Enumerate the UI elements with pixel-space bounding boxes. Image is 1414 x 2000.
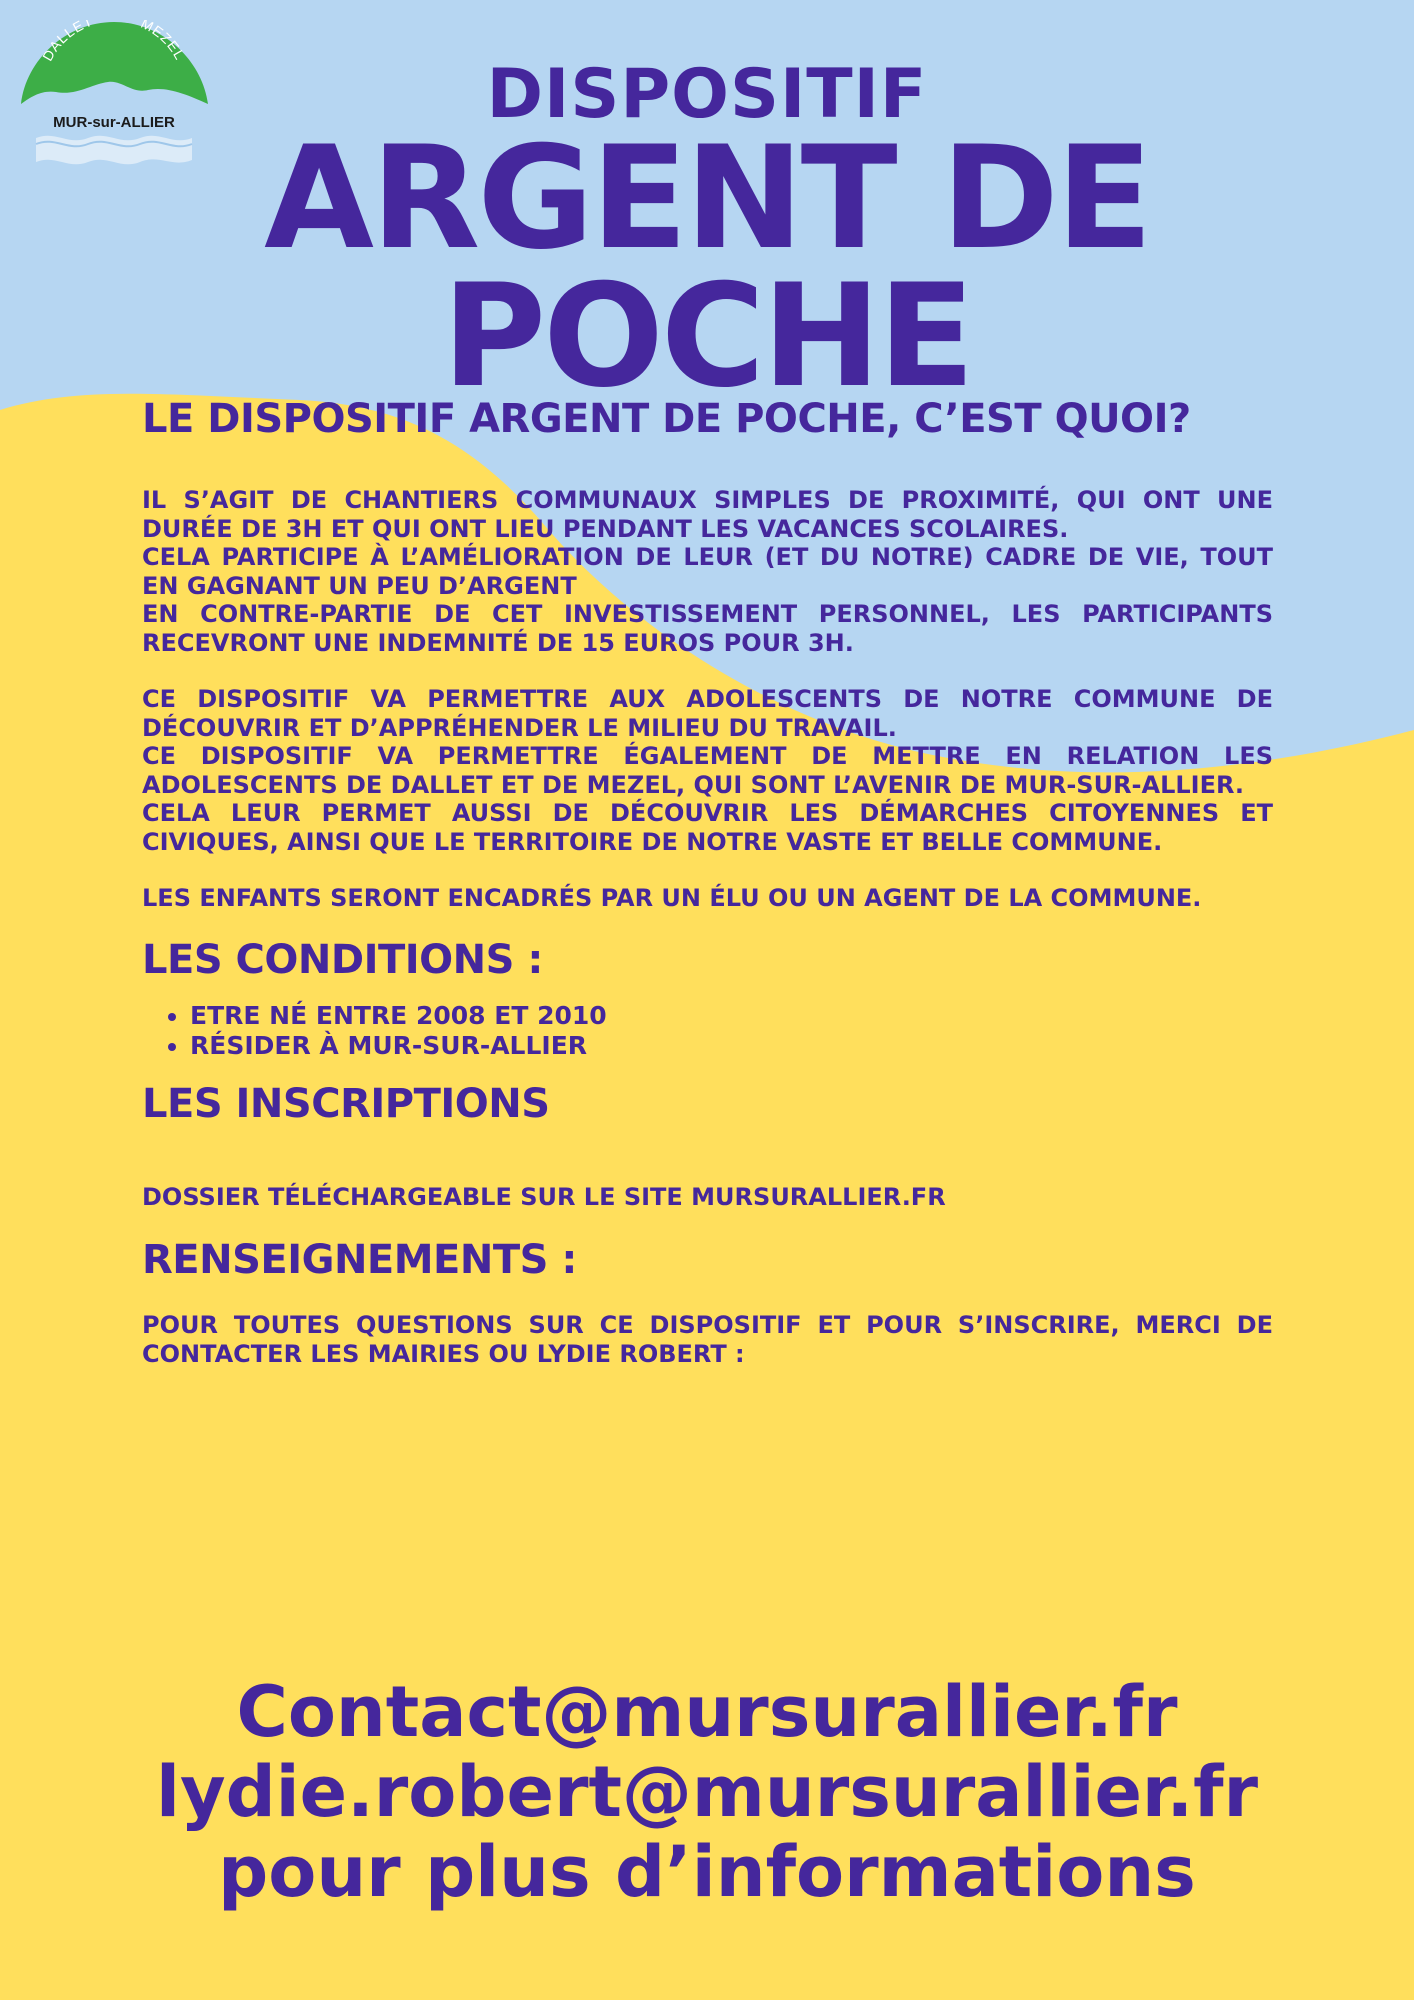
header-kicker: DISPOSITIF: [486, 55, 928, 134]
spacer: [142, 856, 1273, 884]
contact-email-lydie[interactable]: lydie.robert@mursurallier.fr: [155, 1751, 1259, 1833]
section-heading-renseignements: RENSEIGNEMENTS :: [142, 1237, 577, 1283]
paragraph-indemnite: EN CONTRE-PARTIE DE CET INVESTISSEMENT PERSONNEL, LES PARTICIPANTS RECEVRONT UNE INDEMNITÉ DE 15 EUROS POUR 3H.: [142, 600, 1273, 657]
logo-arc-left: DALLET: [39, 20, 96, 64]
inscriptions-text: DOSSIER TÉLÉCHARGEABLE SUR LE SITE MURSURALLIER.FR: [142, 1182, 946, 1211]
header-title-line2: POCHE: [442, 254, 972, 419]
spacer: [142, 1129, 1273, 1183]
logo-label: MUR-sur-ALLIER: [53, 114, 175, 131]
spacer: [142, 444, 1273, 486]
paragraph-citoyennes: CELA LEUR PERMET AUSSI DE DÉCOUVRIR LES DÉMARCHES CITOYENNES ET CIVIQUES, AINSI QUE LE TERRITOIRE DE NOTRE VASTE ET BELLE COMMUNE.: [142, 799, 1273, 856]
spacer: [142, 657, 1273, 685]
logo-arc-right: MEZEL: [138, 20, 189, 63]
paragraph-cadre-de-vie: CELA PARTICIPE À L’AMÉLIORATION DE LEUR (ET DU NOTRE) CADRE DE VIE, TOUT EN GAGNANT UN PEU D’ARGENT: [142, 543, 1273, 600]
header-title-line1: ARGENT DE: [264, 116, 1150, 281]
paragraph-chantiers: IL S’AGIT DE CHANTIERS COMMUNAUX SIMPLES DE PROXIMITÉ, QUI ONT UNE DURÉE DE 3H ET QUI ONT LIEU PENDANT LES VACANCES SCOLAIRES.: [142, 486, 1273, 543]
list-item: • RÉSIDER À MUR-SUR-ALLIER: [190, 1031, 1273, 1061]
paragraph-relation: CE DISPOSITIF VA PERMETTRE ÉGALEMENT DE METTRE EN RELATION LES ADOLESCENTS DE DALLET ET DE MEZEL, QUI SONT L’AVENIR DE MUR-SUR-ALLIER.: [142, 742, 1273, 799]
spacer: [142, 1285, 1273, 1311]
contact-block: [0, 1672, 1414, 1912]
spacer: [142, 913, 1273, 935]
contact-more-info: pour plus d’informations: [218, 1831, 1196, 1913]
section-heading-inscriptions: LES INSCRIPTIONS: [142, 1080, 550, 1127]
spacer: [142, 1211, 1273, 1235]
section-heading-what: LE DISPOSITIF ARGENT DE POCHE, C’EST QUOI?: [142, 396, 1191, 442]
paragraph-milieu-travail: CE DISPOSITIF VA PERMETTRE AUX ADOLESCENTS DE NOTRE COMMUNE DE DÉCOUVRIR ET D’APPRÉHENDER LE MILIEU DU TRAVAIL.: [142, 685, 1273, 742]
list-item: • ETRE NÉ ENTRE 2008 ET 2010: [190, 1001, 1273, 1031]
conditions-list: [142, 1001, 1273, 1061]
renseignements-text: POUR TOUTES QUESTIONS SUR CE DISPOSITIF ET POUR S’INSCRIRE, MERCI DE CONTACTER LES MAIRIES OU LYDIE ROBERT :: [142, 1311, 1273, 1368]
section-heading-conditions: LES CONDITIONS :: [142, 936, 543, 983]
spacer: [142, 985, 1273, 1001]
contact-email-general[interactable]: Contact@mursurallier.fr: [236, 1671, 1178, 1753]
paragraph-encadrement: LES ENFANTS SERONT ENCADRÉS PAR UN ÉLU OU UN AGENT DE LA COMMUNE.: [142, 884, 1202, 912]
spacer: [142, 1061, 1273, 1079]
poster-body: [142, 394, 1273, 1368]
